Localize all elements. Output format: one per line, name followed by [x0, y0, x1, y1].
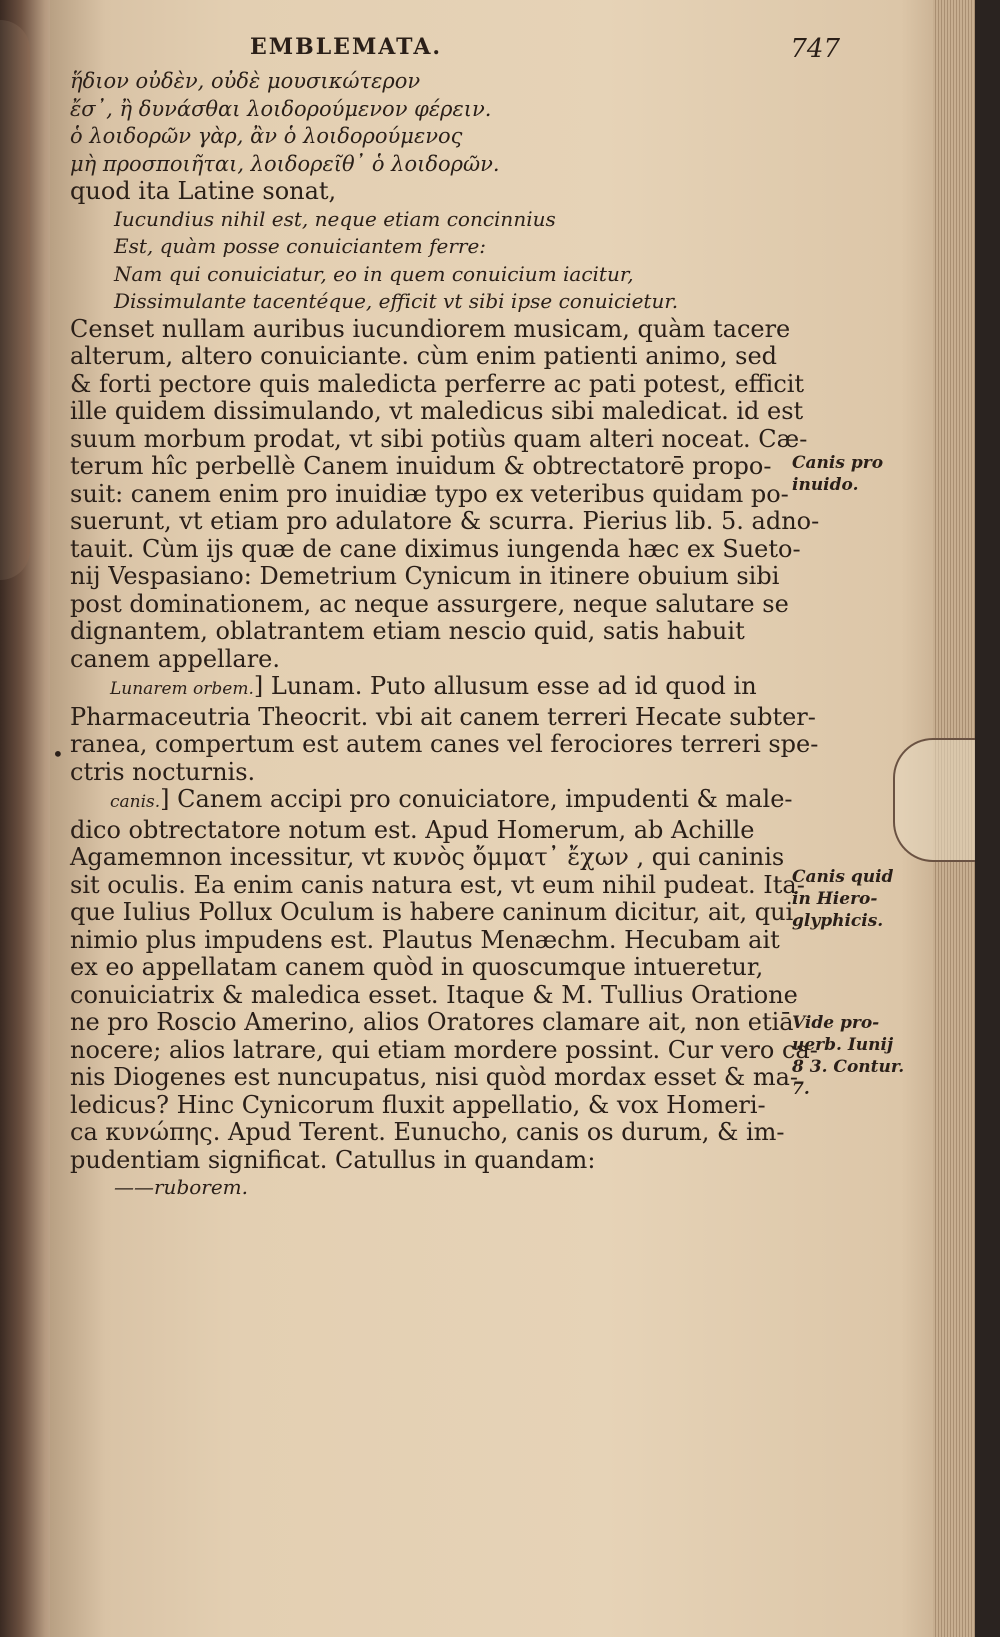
line-text: ex eo appellatam canem quòd in quoscumque intueretur, — [70, 953, 764, 981]
line-text: ἔσ᾽, ἢ δυνάσθαι λοιδορούμενον φέρειν. — [70, 96, 492, 121]
line-text: nis Diogenes est nuncupatus, nisi quòd mordax esset & ma- — [70, 1063, 799, 1091]
line-text: ille quidem dissimulando, vt maledicus sibi maledicat. id est — [70, 397, 804, 425]
text-line — [70, 591, 790, 619]
line-text: que Iulius Pollux Oculum is habere caninum dicitur, ait, qui — [70, 898, 794, 926]
text-line — [70, 481, 790, 509]
text-line — [70, 68, 790, 96]
line-text: ne pro Roscio Amerino, alios Oratores clamare ait, non etiā — [70, 1008, 794, 1036]
lemma: Lunarem orbem. — [110, 679, 254, 699]
text-line — [70, 954, 790, 982]
line-text: ca κυνώπης. Apud Terent. Eunucho, canis os durum, & im- — [70, 1118, 785, 1146]
text-line — [70, 870, 805, 900]
text-line — [70, 261, 790, 289]
marginal-line: 7. — [792, 1079, 810, 1099]
text-line — [70, 123, 790, 151]
line-text: dignantem, oblatrantem etiam nescio quid, satis habuit — [70, 617, 745, 645]
line-text: nimio plus impudens est. Plautus Menæchm. Hecubam ait — [70, 925, 780, 954]
text-line — [70, 343, 790, 371]
text-line — [70, 206, 790, 234]
line-text: ——ruborem. — [114, 1175, 249, 1199]
text-line — [70, 927, 790, 955]
marginal-line: uerb. Iunij — [792, 1035, 894, 1055]
marginal-line: Canis quid — [792, 867, 894, 887]
text-line — [70, 980, 798, 1010]
line-text: Est, quàm posse conuiciantem ferre: — [114, 234, 487, 258]
line-text: ctris nocturnis. — [70, 757, 256, 786]
ink-mark: • — [52, 742, 64, 766]
line-text: quod ita Latine sonat, — [70, 177, 337, 205]
line-text: dico obtrectatore notum est. Apud Homerum, ab Achille — [70, 815, 755, 844]
running-title: EMBLEMATA. — [250, 34, 443, 60]
page-number: 747 — [790, 34, 840, 64]
line-text: ὁ λοιδορῶν γὰρ, ἂν ὁ λοιδορούμενος — [70, 124, 463, 148]
text-line — [70, 507, 820, 536]
text-line — [70, 898, 794, 927]
line-text: Censet nullam auribus iucundiorem musicam, quàm tacere — [70, 314, 791, 343]
text-line — [70, 1174, 790, 1202]
line-text: Agamemnon incessitur, vt κυνὸς ὄμματ᾽ ἔχων , qui caninis — [70, 843, 785, 871]
line-text: suerunt, vt etiam pro adulatore & scurra. Pierius lib. 5. adno- — [70, 507, 820, 535]
marginal-line: in Hiero- — [792, 889, 878, 909]
bookmark-tab — [893, 738, 975, 862]
line-text: suum morbum prodat, vt sibi potiùs quam alteri noceat. Cæ- — [70, 424, 808, 453]
line-text: suit: canem enim pro inuidiæ typo ex veteribus quidam po- — [70, 479, 789, 508]
text-line — [70, 1063, 799, 1092]
line-text: pudentiam significat. Catullus in quandam: — [70, 1145, 596, 1174]
text-line — [70, 702, 816, 732]
text-line — [70, 534, 801, 564]
line-text: terum hîc perbellè Canem inuidum & obtrectatorē propo- — [70, 452, 772, 480]
line-text: tauit. Cùm ijs quæ de cane diximus iungenda hæc ex Sueto- — [70, 534, 801, 563]
line-text: ] Lunam. Puto allusum esse ad id quod in — [253, 672, 757, 700]
text-line — [70, 424, 808, 454]
line-text: Nam qui conuiciatur, eo in quem conuicium iacitur, — [114, 261, 634, 286]
text-line — [70, 646, 790, 674]
text-line — [70, 233, 790, 261]
text-line — [70, 369, 805, 399]
marginal-note-3 — [792, 1012, 904, 1100]
marginal-line: glyphicis. — [792, 911, 884, 931]
line-text: Dissimulante tacentéque, efficit vt sibi ipse conuicietur. — [114, 289, 679, 313]
line-text: alterum, altero conuiciante. cùm enim patienti animo, sed — [70, 342, 778, 370]
line-text: nocere; alios latrare, qui etiam mordere possint. Cur vero ca- — [70, 1035, 818, 1064]
text-line — [70, 1008, 794, 1037]
text-line — [70, 817, 790, 845]
line-text: sit oculis. Ea enim canis natura est, vt eum nihil pudeat. Ita- — [70, 870, 805, 899]
line-text: μὴ προσποιῆται, λοιδορεῖθ᾽ ὁ λοιδορῶν. — [70, 151, 500, 176]
lemma: canis. — [110, 792, 161, 812]
line-text: ] Canem accipi pro conuiciatore, impudenti & male- — [160, 785, 793, 813]
line-text: canem appellare. — [70, 644, 280, 673]
text-line — [70, 397, 804, 426]
body-text — [70, 68, 820, 1202]
marginal-line: Vide pro- — [792, 1013, 880, 1033]
text-line — [70, 1119, 790, 1147]
running-header — [250, 34, 840, 64]
marginal-note-2 — [792, 866, 893, 932]
line-text: ranea, compertum est autem canes vel ferociores terreri spe- — [70, 730, 819, 758]
line-text: nij Vespasiano: Demetrium Cynicum in itinere obuium sibi — [70, 562, 780, 590]
marginal-note-1 — [792, 452, 883, 496]
marginal-line: Canis pro — [792, 453, 884, 473]
text-line — [70, 453, 790, 481]
line-text: post dominationem, ac neque assurgere, neque salutare se — [70, 589, 789, 618]
line-text: ἥδιον οὐδὲν, οὐδὲ μουσικώτερον — [70, 69, 421, 93]
text-line — [70, 1035, 818, 1065]
text-line — [70, 1092, 790, 1120]
text-line — [70, 618, 790, 646]
text-line — [70, 785, 793, 817]
line-text: & forti pectore quis maledicta perferre ac pati potest, efficit — [70, 369, 805, 398]
text-line — [70, 844, 790, 872]
text-line — [70, 730, 819, 759]
text-line — [70, 96, 790, 124]
line-text: Pharmaceutria Theocrit. vbi ait canem terreri Hecate subter- — [70, 702, 816, 731]
text-line — [70, 563, 790, 591]
marginal-line: inuido. — [792, 475, 859, 495]
text-line — [70, 151, 790, 179]
text-line — [70, 759, 790, 787]
text-line — [70, 288, 790, 316]
line-text: ledicus? Hinc Cynicorum fluxit appellatio, & vox Homeri- — [70, 1090, 766, 1119]
text-line — [70, 178, 790, 206]
facing-page-curl — [0, 20, 30, 580]
line-text: Iucundius nihil est, neque etiam concinnius — [114, 206, 556, 231]
text-line — [70, 1147, 790, 1175]
line-text: conuiciatrix & maledica esset. Itaque & M. Tullius Oratione — [70, 980, 798, 1009]
text-line — [70, 316, 790, 344]
marginal-line: 8 3. Contur. — [792, 1057, 905, 1077]
text-line — [70, 673, 790, 704]
